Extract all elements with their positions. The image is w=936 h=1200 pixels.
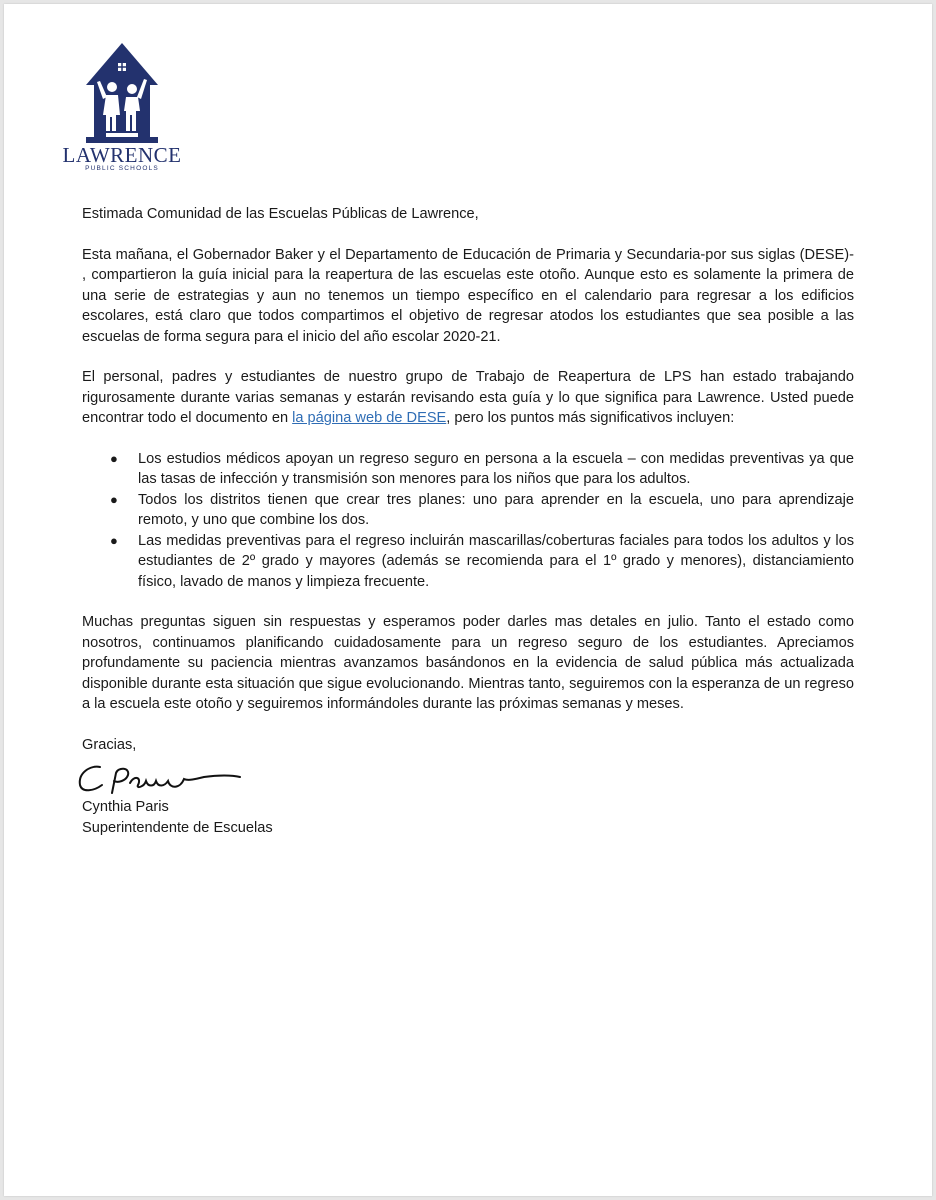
- paragraph-2-text: El personal, padres y estudiantes de nuestro grupo de Trabajo de Reapertura de LPS han estado trabajando rigurosamente durante varias semanas y estarán revisando esta guía y lo que significa para Lawrence. Usted puede encontrar todo el documento en: [82, 369, 854, 426]
- paragraph-3: Muchas preguntas siguen sin respuestas y esperamos poder darles mas detales en julio. Tanto el estado como nosotros, continuamos planificando cuidadosamente para un regreso seguro de los estudiantes. Apreciamos profundamente su paciencia mientras avanzamos basándonos en la evidencia de salud pública más actualizada disponible durante esta situación que sigue evolucionando. Mientras tanto, seguiremos con la esperanza de un regreso a la escuela este otoño y seguiremos informándoles durante las próximas semanas y meses.: [82, 614, 854, 712]
- letter-page: [4, 4, 932, 1196]
- list-item: [110, 449, 854, 490]
- letter-body: [82, 204, 854, 838]
- bullet-icon: ●: [110, 532, 118, 548]
- signer-title: Superintendente de Escuelas: [82, 819, 273, 836]
- lawrence-public-schools-logo: [62, 41, 182, 177]
- logo-name: LAWRENCE: [62, 143, 182, 167]
- logo-subtitle: PUBLIC SCHOOLS: [85, 165, 159, 172]
- handwritten-signature: [72, 759, 242, 799]
- bullet-icon: ●: [110, 491, 118, 507]
- list-item-text: Todos los distritos tienen que crear tres planes: uno para aprender en la escuela, uno para aprendizaje remoto, y uno que combine los dos.: [138, 491, 854, 528]
- list-item-text: Las medidas preventivas para el regreso incluirán mascarillas/coberturas faciales para todos los adultos y los estudiantes de 2º grado y mayores (además se recomienda para el 1º grado y menores), distanciamiento físico, lavado de manos y limpieza frecuente.: [138, 532, 854, 590]
- paragraph-2-text-end: , pero los puntos más significativos incluyen:: [446, 410, 735, 426]
- key-points-list: [82, 449, 854, 593]
- paragraph-2: [82, 367, 854, 429]
- list-item-text: Los estudios médicos apoyan un regreso seguro en persona a la escuela – con medidas preventivas ya que las tasas de infección y transmisión son menores para los niños que para los adultos.: [138, 450, 854, 487]
- dese-website-link[interactable]: la página web de DESE: [292, 410, 447, 426]
- bullet-icon: ●: [110, 450, 118, 466]
- signer-name: Cynthia Paris: [82, 799, 169, 815]
- paragraph-1: Esta mañana, el Gobernador Baker y el Departamento de Educación de Primaria y Secundaria-por sus siglas (DESE)- , compartieron la guía inicial para la reapertura de las escuelas este otoño. Aunque esto es solamente la primera de una serie de estrategias y aun no tenemos un tiempo específico en el calendario para regresar a los edificios escolares, está claro que todos compartimos el objetivo de regresar atodos los estudiantes que sea posible a las escuelas de forma segura para el inicio del año escolar 2020-21.: [82, 246, 854, 345]
- list-item: [110, 490, 854, 531]
- schoolhouse-children-icon: [82, 41, 162, 145]
- letter-greeting: Estimada Comunidad de las Escuelas Públicas de Lawrence,: [82, 206, 479, 222]
- list-item: [110, 531, 854, 593]
- closing: Gracias,: [82, 736, 137, 753]
